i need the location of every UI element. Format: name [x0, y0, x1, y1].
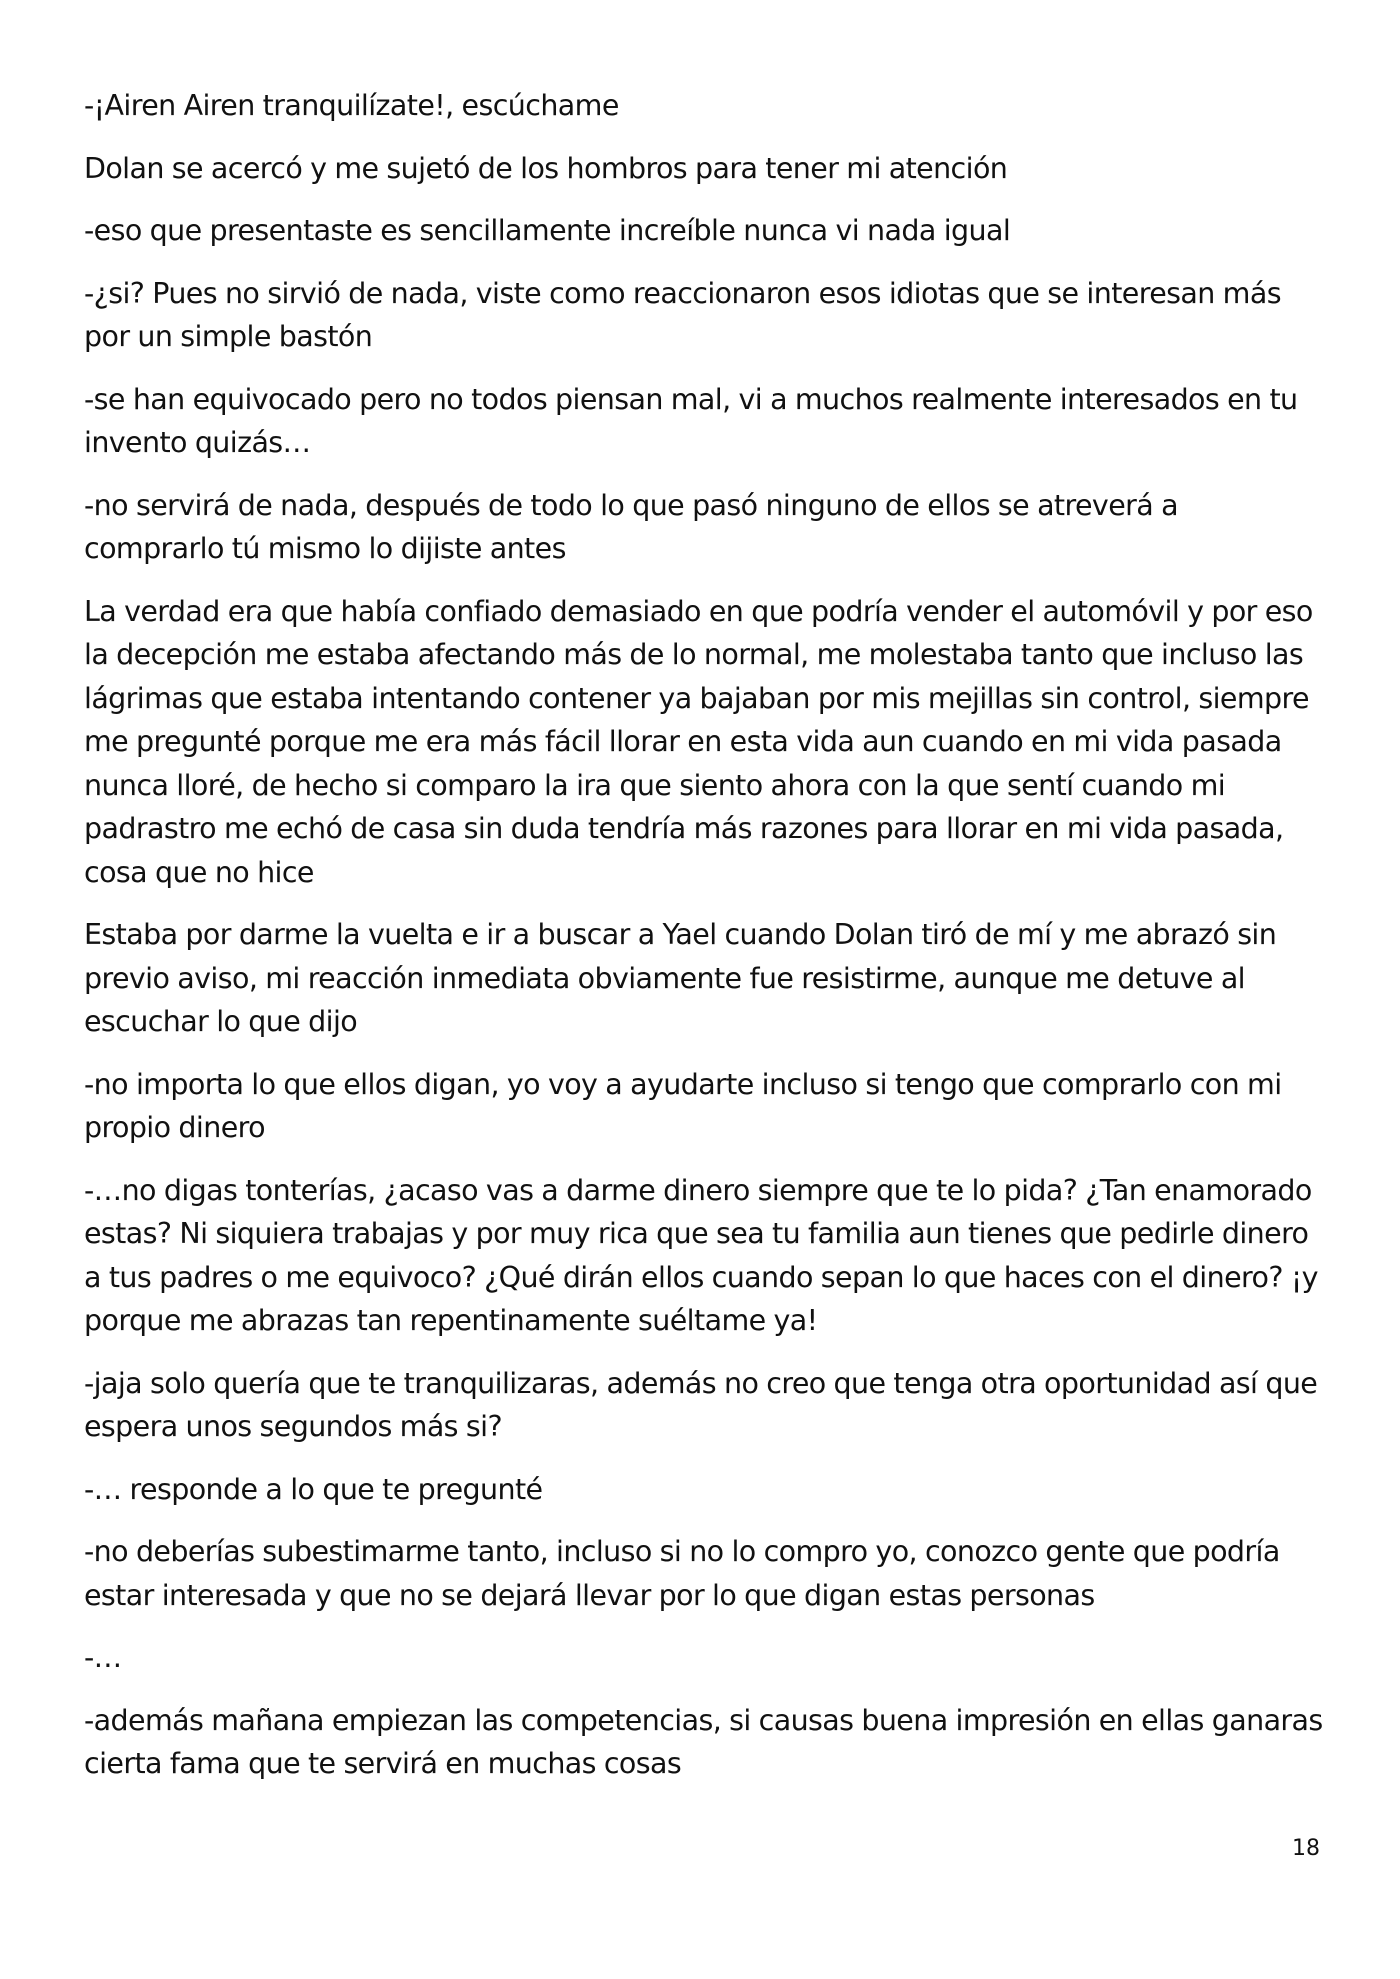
page-number: 18	[1292, 1836, 1320, 1861]
paragraph: -¿si? Pues no sirvió de nada, viste como reaccionaron esos idiotas que se interesan más por un simple bastón	[84, 276, 1281, 353]
paragraph: Estaba por darme la vuelta e ir a buscar a Yael cuando Dolan tiró de mí y me abrazó sin previo aviso, mi reacción inmediata obviamente fue resistirme, aunque me detuve al escuchar lo que dijo	[84, 918, 1277, 1038]
paragraph: -… responde a lo que te pregunté	[84, 1472, 543, 1506]
paragraph: -se han equivocado pero no todos piensan mal, vi a muchos realmente interesados en tu invento quizás…	[84, 382, 1298, 459]
paragraph: La verdad era que había confiado demasiado en que podría vender el automóvil y por eso la decepción me estaba afectando más de lo normal, me molestaba tanto que incluso las lágrimas que estaba intentando contener ya bajaban por mis mejillas sin control, siempre me pregunté porque me era más fácil llorar en esta vida aun cuando en mi vida pasada nunca lloré, de hecho si comparo la ira que siento ahora con la que sentí cuando mi padrastro me echó de casa sin duda tendría más razones para llorar en mi vida pasada, cosa que no hice	[84, 594, 1313, 889]
paragraph: -jaja solo quería que te tranquilizaras, además no creo que tenga otra oportunidad así que espera unos segundos más si?	[84, 1366, 1318, 1443]
paragraph: -no servirá de nada, después de todo lo que pasó ninguno de ellos se atreverá a comprarlo tú mismo lo dijiste antes	[84, 488, 1178, 565]
document-body	[84, 84, 1324, 1805]
paragraph: -no importa lo que ellos digan, yo voy a ayudarte incluso si tengo que comprarlo con mi propio dinero	[84, 1067, 1282, 1144]
paragraph: Dolan se acercó y me sujetó de los hombros para tener mi atención	[84, 151, 1008, 185]
paragraph: -además mañana empiezan las competencias, si causas buena impresión en ellas ganaras cierta fama que te servirá en muchas cosas	[84, 1703, 1323, 1780]
paragraph: -…no digas tonterías, ¿acaso vas a darme dinero siempre que te lo pida? ¿Tan enamorado estas? Ni siquiera trabajas y por muy rica que sea tu familia aun tienes que pedirle dinero a tus padres o me equivoco? ¿Qué dirán ellos cuando sepan lo que haces con el dinero? ¡y porque me abrazas tan repentinamente suéltame ya!	[84, 1173, 1318, 1337]
paragraph: -¡Airen Airen tranquilízate!, escúchame	[84, 89, 619, 122]
paragraph: -eso que presentaste es sencillamente increíble nunca vi nada igual	[84, 214, 1011, 247]
paragraph: -no deberías subestimarme tanto, incluso si no lo compro yo, conozco gente que podría estar interesada y que no se dejará llevar por lo que digan estas personas	[84, 1535, 1280, 1612]
paragraph: -…	[84, 1641, 122, 1674]
